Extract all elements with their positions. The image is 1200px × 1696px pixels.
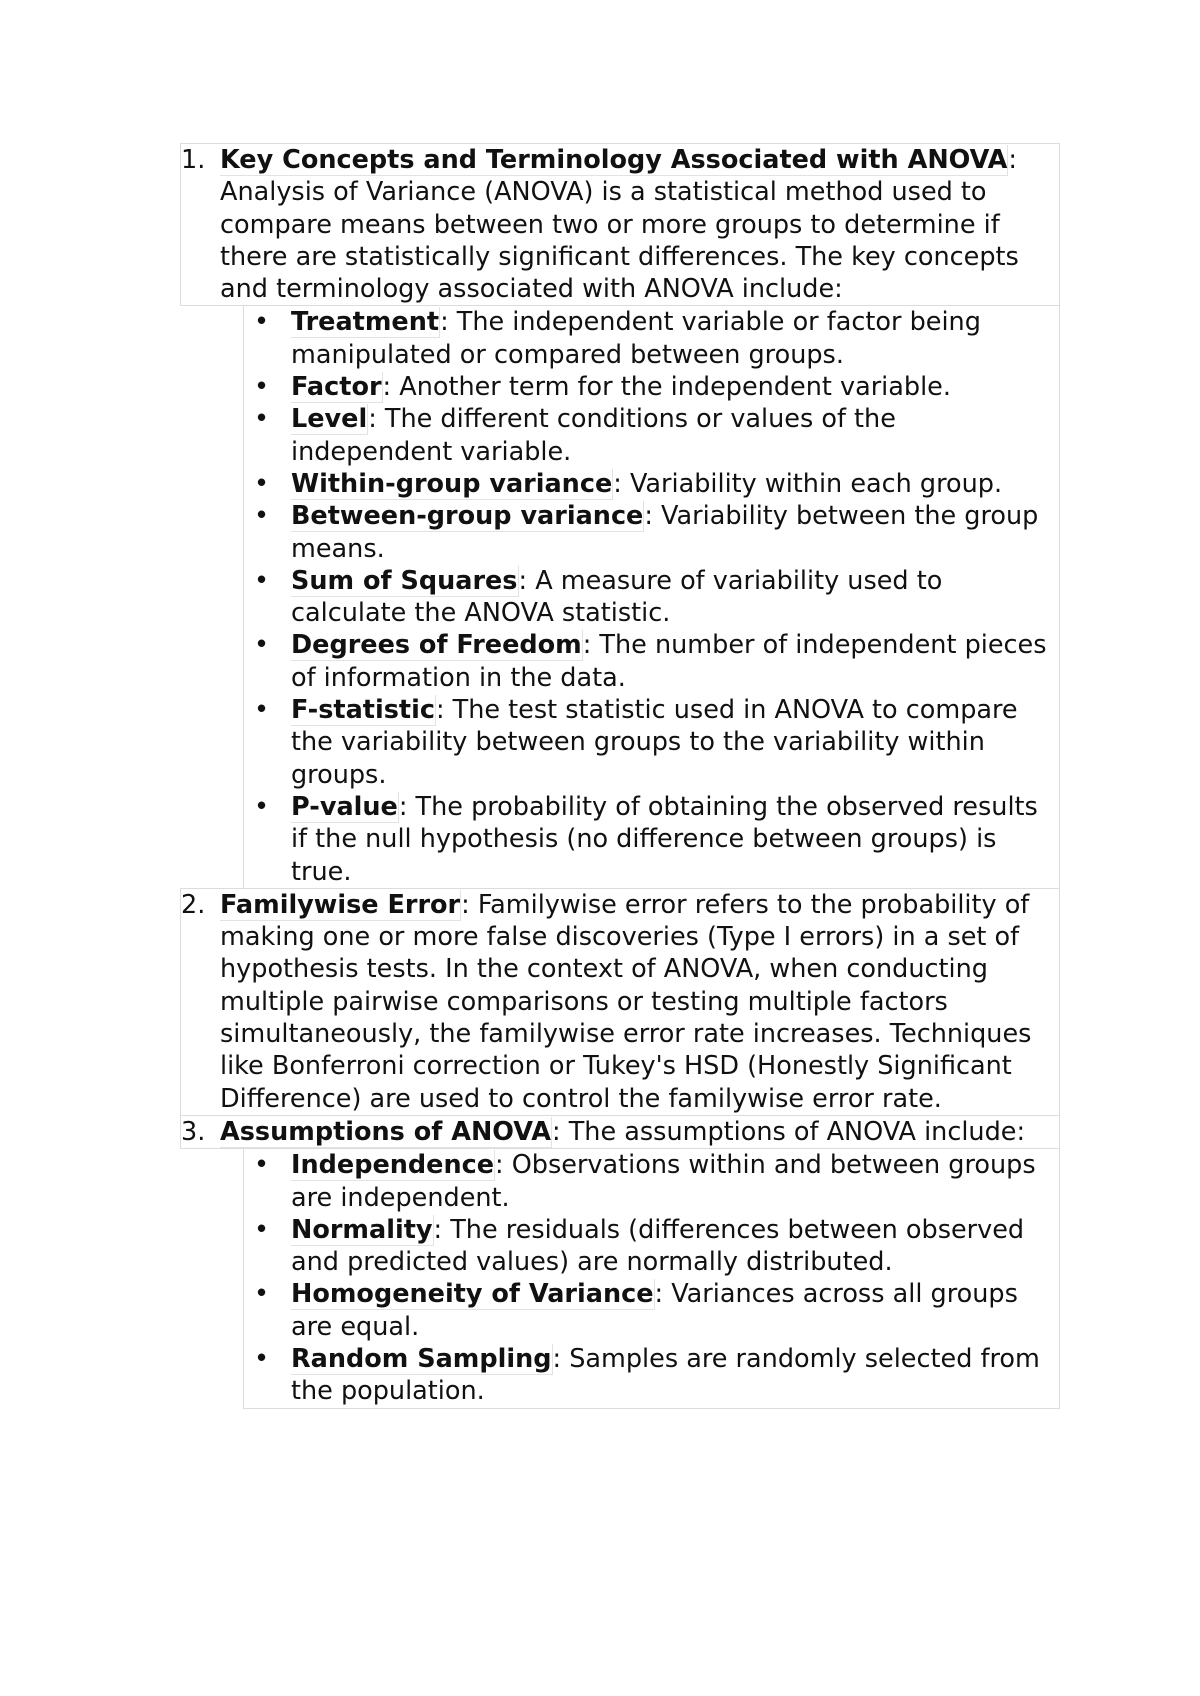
- bullet-icon: •: [254, 1150, 270, 1181]
- list-item: [244, 629, 1059, 694]
- bullet-icon: •: [254, 372, 270, 403]
- list-item: [244, 1214, 1059, 1279]
- list-item: [244, 371, 1059, 403]
- item-term: P-value: [291, 791, 398, 822]
- list-item: [244, 791, 1059, 888]
- list-item: [244, 306, 1059, 371]
- item-text: : Variability within each group.: [613, 468, 1003, 499]
- bullet-icon: •: [254, 468, 270, 499]
- item-text: : Another term for the independent variable.: [382, 372, 951, 403]
- item-term: Between-group variance: [291, 501, 644, 532]
- numbered-list: [180, 144, 1060, 1409]
- item-term: Sum of Squares: [291, 565, 518, 596]
- item-term: Independence: [291, 1150, 495, 1181]
- bullet-icon: •: [254, 404, 270, 435]
- item-text: : The different conditions or values of the independent variable.: [291, 404, 896, 467]
- list-item-assumptions: [180, 1115, 1060, 1149]
- key-concepts-sublist: [243, 305, 1060, 888]
- item-text: : Variability between the group means.: [291, 501, 1039, 564]
- bullet-icon: •: [254, 1279, 270, 1310]
- bullet-icon: •: [254, 791, 270, 822]
- item-text: : The residuals (differences between observed and predicted values) are normally distributed.: [291, 1214, 1025, 1278]
- list-number: 1.: [181, 145, 206, 175]
- item-text: : Samples are randomly selected from the population.: [291, 1343, 1040, 1407]
- section-term: Key Concepts and Terminology Associated with ANOVA: [220, 145, 1008, 175]
- bullet-icon: •: [254, 565, 270, 596]
- item-text: : Observations within and between groups are independent.: [291, 1150, 1036, 1213]
- list-item: [244, 468, 1059, 500]
- item-term: Normality: [291, 1214, 433, 1245]
- list-number: 3.: [181, 1116, 206, 1147]
- item-term: Level: [291, 404, 368, 435]
- section-term: Familywise Error: [220, 889, 461, 920]
- item-text: : The number of independent pieces of information in the data.: [291, 630, 1047, 693]
- item-term: Random Sampling: [291, 1343, 552, 1374]
- item-text: : The test statistic used in ANOVA to compare the variability between groups to the variability within groups.: [291, 695, 1018, 790]
- bullet-icon: •: [254, 501, 270, 532]
- section-text: : Analysis of Variance (ANOVA) is a statistical method used to compare means between two or more groups to determine if there are statistically significant differences. The key concepts and terminology associated with ANOVA include:: [220, 145, 1019, 305]
- item-term: Homogeneity of Variance: [291, 1279, 654, 1310]
- bullet-icon: •: [254, 1343, 270, 1374]
- list-item: [244, 1278, 1059, 1343]
- item-term: F-statistic: [291, 695, 435, 726]
- list-item: [244, 565, 1059, 630]
- list-item: [244, 1149, 1059, 1214]
- section-term: Assumptions of ANOVA: [220, 1116, 552, 1147]
- section-text: : Familywise error refers to the probability of making one or more false discoveries (Type I errors) in a set of hypothesis tests. In the context of ANOVA, when conducting multiple pairwise comparisons or testing multiple factors simultaneously, the familywise error rate increases. Techniques like Bonferroni correction or Tukey's HSD (Honestly Significant Difference) are used to control the familywise error rate.: [220, 889, 1032, 1114]
- bullet-icon: •: [254, 630, 270, 661]
- list-item: [244, 1343, 1059, 1408]
- list-item: [244, 500, 1059, 565]
- item-term: Degrees of Freedom: [291, 630, 582, 661]
- item-text: : Variances across all groups are equal.: [291, 1279, 1018, 1342]
- item-term: Treatment: [291, 307, 440, 338]
- list-item: [244, 403, 1059, 468]
- item-text: : The independent variable or factor being manipulated or compared between groups.: [291, 307, 981, 370]
- section-text: : The assumptions of ANOVA include:: [552, 1116, 1026, 1147]
- assumptions-sublist: [243, 1148, 1060, 1408]
- bullet-icon: •: [254, 695, 270, 726]
- item-term: Within-group variance: [291, 468, 613, 499]
- list-item-familywise-error: [180, 888, 1060, 1116]
- bullet-icon: •: [254, 1214, 270, 1245]
- item-term: Factor: [291, 372, 382, 403]
- list-item: [244, 694, 1059, 791]
- list-item-key-concepts: [180, 143, 1060, 306]
- item-text: : A measure of variability used to calculate the ANOVA statistic.: [291, 565, 943, 629]
- bullet-icon: •: [254, 307, 270, 338]
- list-number: 2.: [181, 889, 206, 920]
- item-text: : The probability of obtaining the observed results if the null hypothesis (no difference between groups) is true.: [291, 791, 1038, 887]
